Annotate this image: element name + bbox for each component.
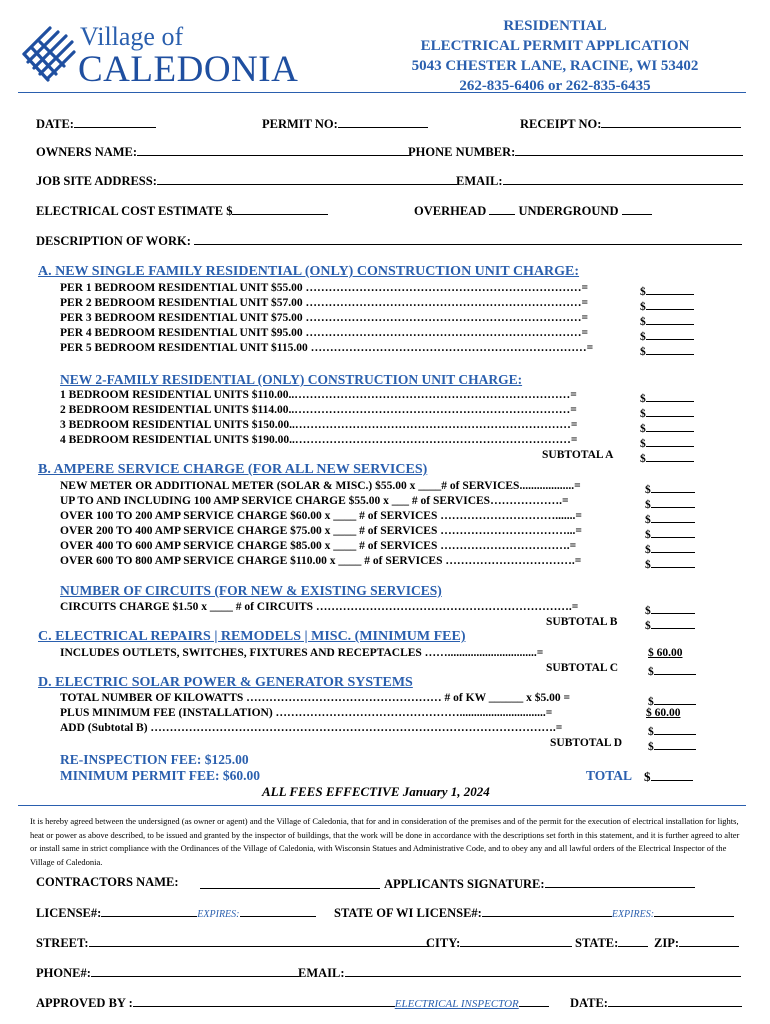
header-phone: 262-835-6406 or 262-835-6435 (459, 78, 651, 94)
applicants-signature-input[interactable] (545, 875, 695, 888)
email-label: EMAIL: (456, 174, 503, 188)
phone-number-input[interactable] (515, 143, 743, 156)
amount-field[interactable]: $ (640, 434, 694, 450)
subtotal-b-field[interactable]: $ (645, 616, 695, 632)
phone-label: PHONE#: (36, 966, 91, 980)
village-logo (20, 18, 310, 90)
section-b-item: OVER 100 TO 200 AMP SERVICE CHARGE $60.00 x ____ # of SERVICES ………………………….......= (60, 510, 582, 522)
city-field[interactable] (426, 934, 572, 951)
logo-village-text: Village of (80, 22, 184, 51)
permit-no-input[interactable] (338, 115, 428, 128)
minimum-permit-fee: MINIMUM PERMIT FEE: $60.00 (60, 768, 260, 783)
phone-number-label: PHONE NUMBER: (408, 145, 516, 159)
section-a-item: PER 5 BEDROOM RESIDENTIAL UNIT $115.00 ………………………………………………………………= (60, 342, 594, 354)
subtotal-c-label: SUBTOTAL C (546, 662, 619, 674)
fees-effective: ALL FEES EFFECTIVE January 1, 2024 (262, 784, 490, 799)
approved-by-label: APPROVED BY : (36, 996, 133, 1010)
section-d-item: TOTAL NUMBER OF KILOWATTS …………………………………………… # of KW ______ x $5.00 = (60, 692, 571, 704)
city-input[interactable] (460, 934, 572, 947)
section-a2-item: 2 BEDROOM RESIDENTIAL UNITS $114.00..………………………………………………………………= (60, 404, 577, 416)
state-label: STATE: (575, 936, 619, 950)
amount-field[interactable]: $ (640, 327, 694, 343)
amount-field[interactable]: $ (645, 601, 695, 617)
owners-name-input[interactable] (137, 143, 409, 156)
amount-field[interactable]: $ (640, 404, 694, 420)
approved-date-field[interactable] (570, 994, 742, 1011)
amount-field[interactable]: $ (645, 555, 695, 571)
subtotal-b-label: SUBTOTAL B (546, 616, 618, 628)
license-field[interactable] (36, 904, 316, 921)
zip-field[interactable] (654, 934, 739, 951)
section-a2-title: NEW 2-FAMILY RESIDENTIAL (ONLY) CONSTRUCTION UNIT CHARGE: (60, 372, 523, 387)
state-expires-label: EXPIRES: (611, 909, 655, 920)
header-address: 5043 CHESTER LANE, RACINE, WI 53402 (411, 58, 699, 74)
subtotal-a-field[interactable]: $ (640, 449, 694, 465)
phone-field[interactable] (36, 964, 299, 981)
date-field[interactable] (36, 115, 156, 132)
section-b-item: OVER 600 TO 800 AMP SERVICE CHARGE $110.00 x ____ # of SERVICES …………………………….= (60, 555, 582, 567)
total-field[interactable]: $ (644, 768, 693, 785)
receipt-no-label: RECEIPT NO: (520, 117, 602, 131)
header-divider (18, 92, 746, 93)
subtotal-a-label: SUBTOTAL A (542, 449, 614, 461)
section-c-amount: $ 60.00 (648, 647, 683, 659)
legal-statement: It is hereby agreed between the undersigned (as owner or agent) and the Village of Caledonia, that for and in consideration of the premises and of the permit for the execution of electrical installation for lights, heat or power as above described, to be issued and granted by the inspector of buildings, that the work will be done in accordance with the descriptions set forth in this statement, and it is further agreed to alter or install same in strict compliance with the Ordinances of the Village of Caledonia, with Wisconsin Statues and Administrative Code, and to obey any and all lawful orders of the Electrical Inspector of the Village of Caledonia. (30, 816, 740, 867)
amount-field[interactable]: $ (640, 312, 694, 328)
job-site-field[interactable] (36, 172, 457, 189)
description-input[interactable] (194, 232, 742, 245)
receipt-no-field[interactable] (520, 115, 741, 132)
electrical-inspector-label: ELECTRICAL INSPECTOR (394, 998, 519, 1010)
section-b-title: B. AMPERE SERVICE CHARGE (FOR ALL NEW SERVICES) (38, 462, 428, 477)
contractors-name-field[interactable] (36, 875, 179, 890)
state-field[interactable] (575, 934, 648, 951)
amount-field[interactable]: $ (648, 722, 696, 738)
date-input[interactable] (74, 115, 156, 128)
amount-field[interactable]: $ (645, 480, 695, 496)
section-a-item: PER 3 BEDROOM RESIDENTIAL UNIT $75.00 ………………………………………………………………= (60, 312, 589, 324)
legal-divider (18, 805, 746, 806)
email-input[interactable] (503, 172, 743, 185)
approved-by-field[interactable] (36, 994, 549, 1011)
underground-label: UNDERGROUND (518, 204, 619, 218)
reinspection-fee: RE-INSPECTION FEE: $125.00 (60, 752, 249, 767)
bottom-email-field[interactable] (298, 964, 741, 981)
street-label: STREET: (36, 936, 89, 950)
state-license-field[interactable] (334, 904, 734, 921)
total-label: TOTAL (586, 768, 633, 783)
permit-no-field[interactable] (262, 115, 428, 132)
state-license-input[interactable] (482, 904, 612, 917)
header-line-1: RESIDENTIAL (503, 18, 607, 34)
phone-number-field[interactable] (408, 143, 743, 160)
state-license-label: STATE OF WI LICENSE#: (334, 906, 482, 920)
street-input[interactable] (89, 934, 429, 947)
form-header (355, 16, 755, 96)
amount-field[interactable]: $ (645, 510, 695, 526)
approved-date-label: DATE: (570, 996, 608, 1010)
overhead-label: OVERHEAD (414, 204, 487, 218)
applicants-signature-field[interactable] (384, 875, 695, 892)
underground-input[interactable] (622, 202, 652, 215)
section-a-item: PER 1 BEDROOM RESIDENTIAL UNIT $55.00 ………………………………………………………………= (60, 282, 589, 294)
circuits-item: CIRCUITS CHARGE $1.50 x ____ # of CIRCUITS ………………………………………………………….= (60, 601, 579, 613)
contractors-name-label: CONTRACTORS NAME: (36, 875, 179, 889)
job-site-input[interactable] (157, 172, 457, 185)
approved-date-input[interactable] (608, 994, 742, 1007)
license-label: LICENSE#: (36, 906, 102, 920)
cost-estimate-input[interactable] (232, 202, 328, 215)
description-field[interactable] (36, 232, 742, 249)
section-b-item: OVER 400 TO 600 AMP SERVICE CHARGE $85.00 x ____ # of SERVICES …………………………….= (60, 540, 577, 552)
applicants-signature-label: APPLICANTS SIGNATURE: (384, 877, 545, 891)
city-label: CITY: (426, 936, 461, 950)
section-b-item: NEW METER OR ADDITIONAL METER (SOLAR & MISC.) $55.00 x ____# of SERVICES...................= (60, 480, 581, 492)
section-c-item: INCLUDES OUTLETS, SWITCHES, FIXTURES AND RECEPTACLES ……...............................= (60, 647, 544, 659)
subtotal-d-field[interactable]: $ (648, 737, 696, 753)
section-b-item: OVER 200 TO 400 AMP SERVICE CHARGE $75.00 x ____ # of SERVICES ……………………………...= (60, 525, 582, 537)
section-d-title: D. ELECTRIC SOLAR POWER & GENERATOR SYSTEMS (38, 675, 413, 690)
owners-name-field[interactable] (36, 143, 409, 160)
amount-field[interactable]: $ (645, 495, 695, 511)
header-title: ELECTRICAL PERMIT APPLICATION (420, 38, 690, 54)
bottom-email-label: EMAIL: (298, 966, 345, 980)
section-a-item: PER 2 BEDROOM RESIDENTIAL UNIT $57.00 ………………………………………………………………= (60, 297, 589, 309)
expires-input[interactable] (240, 904, 316, 917)
job-site-label: JOB SITE ADDRESS: (36, 174, 157, 188)
license-input[interactable] (101, 904, 197, 917)
email-field[interactable] (456, 172, 743, 189)
section-a2-item: 1 BEDROOM RESIDENTIAL UNITS $110.00..………………………………………………………………= (60, 389, 577, 401)
logo-caledonia-text: CALEDONIA (78, 49, 299, 90)
section-b-item: UP TO AND INCLUDING 100 AMP SERVICE CHARGE $55.00 x ___ # of SERVICES……………….= (60, 495, 569, 507)
owners-name-label: OWNERS NAME: (36, 145, 138, 159)
cost-estimate-label: ELECTRICAL COST ESTIMATE $ (36, 204, 233, 218)
receipt-no-input[interactable] (601, 115, 741, 128)
zip-label: ZIP: (654, 936, 679, 950)
cost-estimate-field[interactable] (36, 202, 328, 219)
section-c-title: C. ELECTRICAL REPAIRS | REMODELS | MISC. (MINIMUM FEE) (38, 629, 466, 644)
subtotal-d-label: SUBTOTAL D (550, 737, 623, 749)
approved-by-input[interactable] (133, 994, 395, 1007)
amount-field[interactable]: $ (645, 540, 695, 556)
description-label: DESCRIPTION OF WORK: (36, 234, 191, 248)
contractors-name-input[interactable] (200, 876, 380, 889)
amount-field[interactable]: $ (640, 282, 694, 298)
subtotal-c-field[interactable]: $ (648, 662, 696, 678)
section-a2-item: 4 BEDROOM RESIDENTIAL UNITS $190.00..………………………………………………………………= (60, 434, 578, 446)
service-type-field[interactable] (414, 202, 652, 219)
section-d-min-fee: $ 60.00 (646, 707, 681, 719)
section-d-item: PLUS MINIMUM FEE (INSTALLATION) …………………………………………..............................= (60, 707, 553, 719)
amount-field[interactable]: $ (645, 525, 695, 541)
section-a-title: A. NEW SINGLE FAMILY RESIDENTIAL (ONLY) CONSTRUCTION UNIT CHARGE: (38, 264, 580, 279)
zip-input[interactable] (679, 934, 739, 947)
street-field[interactable] (36, 934, 429, 951)
amount-field[interactable]: $ (640, 342, 694, 358)
permit-no-label: PERMIT NO: (262, 117, 338, 131)
phone-input[interactable] (91, 964, 299, 977)
expires-label: EXPIRES: (197, 909, 240, 920)
circuits-title: NUMBER OF CIRCUITS (FOR NEW & EXISTING SERVICES) (60, 583, 442, 598)
caledonia-logo-icon (20, 24, 78, 86)
section-a-item: PER 4 BEDROOM RESIDENTIAL UNIT $95.00 ………………………………………………………………= (60, 327, 589, 339)
amount-field[interactable]: $ (640, 419, 694, 435)
section-a2-item: 3 BEDROOM RESIDENTIAL UNITS $150.00..………………………………………………………………= (60, 419, 578, 431)
section-d-item: ADD (Subtotal B) …………………………………………………………………………………………….= (60, 722, 563, 734)
amount-field[interactable]: $ (640, 389, 694, 405)
date-label: DATE: (36, 117, 74, 131)
bottom-email-input[interactable] (345, 964, 741, 977)
amount-field[interactable]: $ (640, 297, 694, 313)
overhead-input[interactable] (489, 202, 515, 215)
state-expires-input[interactable] (654, 904, 734, 917)
state-input[interactable] (618, 934, 648, 947)
amount-field[interactable]: $ (648, 692, 696, 708)
